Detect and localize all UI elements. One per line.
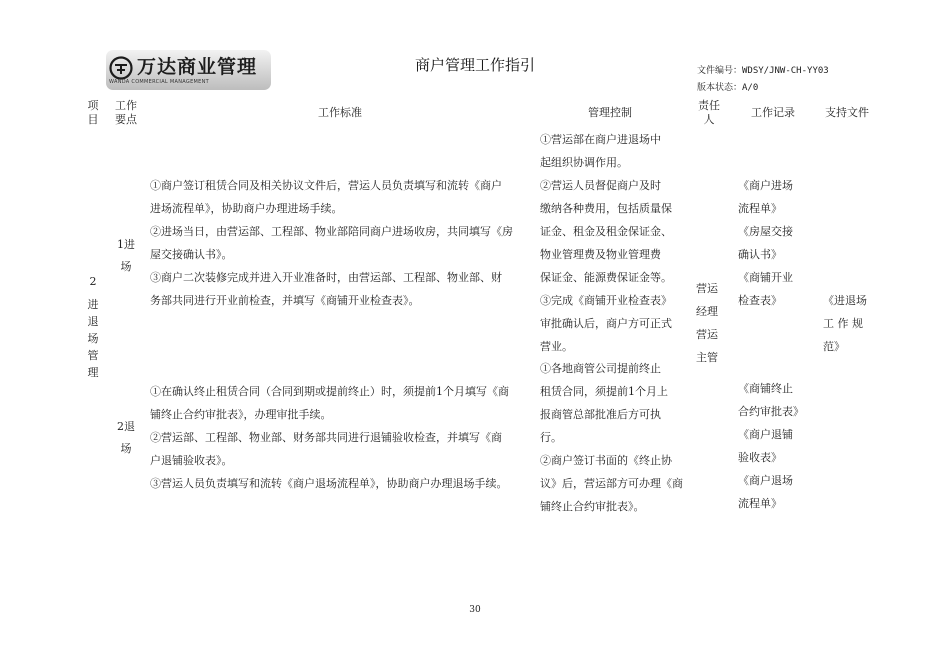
text-line: 经理 [696, 305, 718, 318]
support-files [823, 289, 878, 358]
row2-work-records [738, 377, 813, 515]
text-line: 《房屋交接 [738, 225, 793, 238]
header-support-files: 支持文件 [825, 106, 869, 119]
text-line: ②商户签订书面的《终止协 [540, 454, 672, 467]
text-line: 报商管总部批准后方可执 [540, 408, 661, 421]
logo-brand-text: 万达商业管理 [137, 56, 258, 78]
text-line: 合约审批表》 [738, 405, 804, 418]
page-number: 30 [469, 605, 481, 615]
header-work-standard: 工作标准 [318, 106, 362, 119]
header-owner [693, 99, 725, 127]
text-line: 工 作 规 [823, 317, 863, 330]
text-line: ①各地商管公司提前终止 [540, 362, 661, 375]
header-owner-line1: 责任 [698, 99, 720, 112]
text-line: 确认书》 [738, 248, 782, 261]
text-line: 验收表》 [738, 451, 782, 464]
text-line: 范》 [823, 340, 845, 353]
text-line: ①在确认终止租赁合同（合同到期或提前终止）时，须提前1个月填写《商 [150, 385, 509, 398]
text-line: 营运 [696, 328, 718, 341]
row2-management-control [540, 357, 685, 518]
row2-key-line2: 场 [120, 442, 132, 455]
document-number: 文件编号：WDSY/JNW-CH-YY03 [697, 66, 829, 76]
text-line: 行。 [540, 431, 562, 444]
text-line: ②营运部、工程部、物业部、财务部共同进行退铺验收检查，并填写《商 [150, 431, 502, 444]
text-line: 营运 [696, 282, 718, 295]
row2-key-point [111, 416, 141, 460]
header-item [80, 99, 106, 127]
text-line: 《商铺终止 [738, 382, 793, 395]
row1-work-records [738, 174, 813, 312]
text-line: 《商铺开业 [738, 271, 793, 284]
header-work-records: 工作记录 [751, 106, 795, 119]
section-char: 场 [87, 332, 99, 345]
text-line: 屋交接确认书》。 [150, 248, 233, 261]
text-line: ②进场当日，由营运部、工程部、物业部陪同商户进场收房，共同填写《房 [150, 225, 513, 238]
text-line: ①营运部在商户进退场中 [540, 133, 661, 146]
section-char: 退 [87, 315, 99, 328]
text-line: 保证金、能源费保证金等。 [540, 271, 672, 284]
section-label [84, 273, 102, 381]
section-char: 理 [87, 366, 99, 379]
text-line: ②营运人员督促商户及时 [540, 179, 661, 192]
text-line: 物业管理费及物业管理费 [540, 248, 661, 261]
header-key-point [108, 99, 144, 127]
text-line: 审批确认后，商户方可正式 [540, 317, 672, 330]
text-line: ③完成《商铺开业检查表》 [540, 294, 672, 307]
text-line: 铺终止合约审批表》。 [540, 500, 645, 513]
row1-key-point [111, 234, 141, 278]
text-line: 户退铺验收表》。 [150, 454, 233, 467]
row1-work-standard [150, 174, 535, 312]
row1-management-control [540, 128, 685, 358]
text-line: 流程单》 [738, 202, 782, 215]
text-line: 流程单》 [738, 497, 782, 510]
text-line: 务部共同进行开业前检查，并填写《商铺开业检查表》。 [150, 294, 420, 307]
row2-work-standard [150, 380, 535, 495]
header-key-line1: 工作 [115, 99, 137, 112]
text-line: 检查表》 [738, 294, 782, 307]
text-line: 证金、租金及租金保证金、 [540, 225, 672, 238]
text-line: 租赁合同，须提前1个月上 [540, 385, 668, 398]
header-owner-line2: 人 [703, 113, 715, 126]
version-status: 版本状态：A/0 [697, 83, 759, 93]
text-line: 《进退场 [823, 294, 867, 307]
row1-key-line1: 1进 [117, 238, 135, 251]
section-number: 2 [89, 275, 97, 288]
text-line: 进场流程单》，协助商户办理进场手续。 [150, 202, 343, 215]
text-line: 缴纳各种费用，包括质量保 [540, 202, 672, 215]
text-line: 议》后，营运部方可办理《商 [540, 477, 683, 490]
section-char: 管 [87, 349, 99, 362]
text-line: 《商户进场 [738, 179, 793, 192]
text-line: 铺终止合约审批表》，办理审批手续。 [150, 408, 332, 421]
text-line: ③商户二次装修完成并进入开业准备时，由营运部、工程部、物业部、财 [150, 271, 502, 284]
text-line: ①商户签订租赁合同及相关协议文件后，营运人员负责填写和流转《商户 [150, 179, 502, 192]
text-line: 营业。 [540, 340, 573, 353]
text-line: ③营运人员负责填写和流转《商户退场流程单》，协助商户办理退场手续。 [150, 477, 508, 490]
header-key-line2: 要点 [115, 113, 137, 126]
text-line: 起组织协调作用。 [540, 156, 628, 169]
responsible-person [696, 277, 726, 369]
text-line: 主管 [696, 351, 718, 364]
text-line: 《商户退铺 [738, 428, 793, 441]
row1-key-line2: 场 [120, 260, 132, 273]
header-item-line1: 项 [87, 99, 99, 112]
document-title: 商户管理工作指引 [414, 56, 535, 74]
section-char: 进 [87, 298, 99, 311]
logo-subtitle: WANDA COMMERCIAL MANAGEMENT [109, 79, 210, 85]
header-management-control: 管理控制 [588, 106, 632, 119]
text-line: 《商户退场 [738, 474, 793, 487]
header-item-line2: 目 [87, 113, 99, 126]
row2-key-line1: 2退 [117, 420, 135, 433]
